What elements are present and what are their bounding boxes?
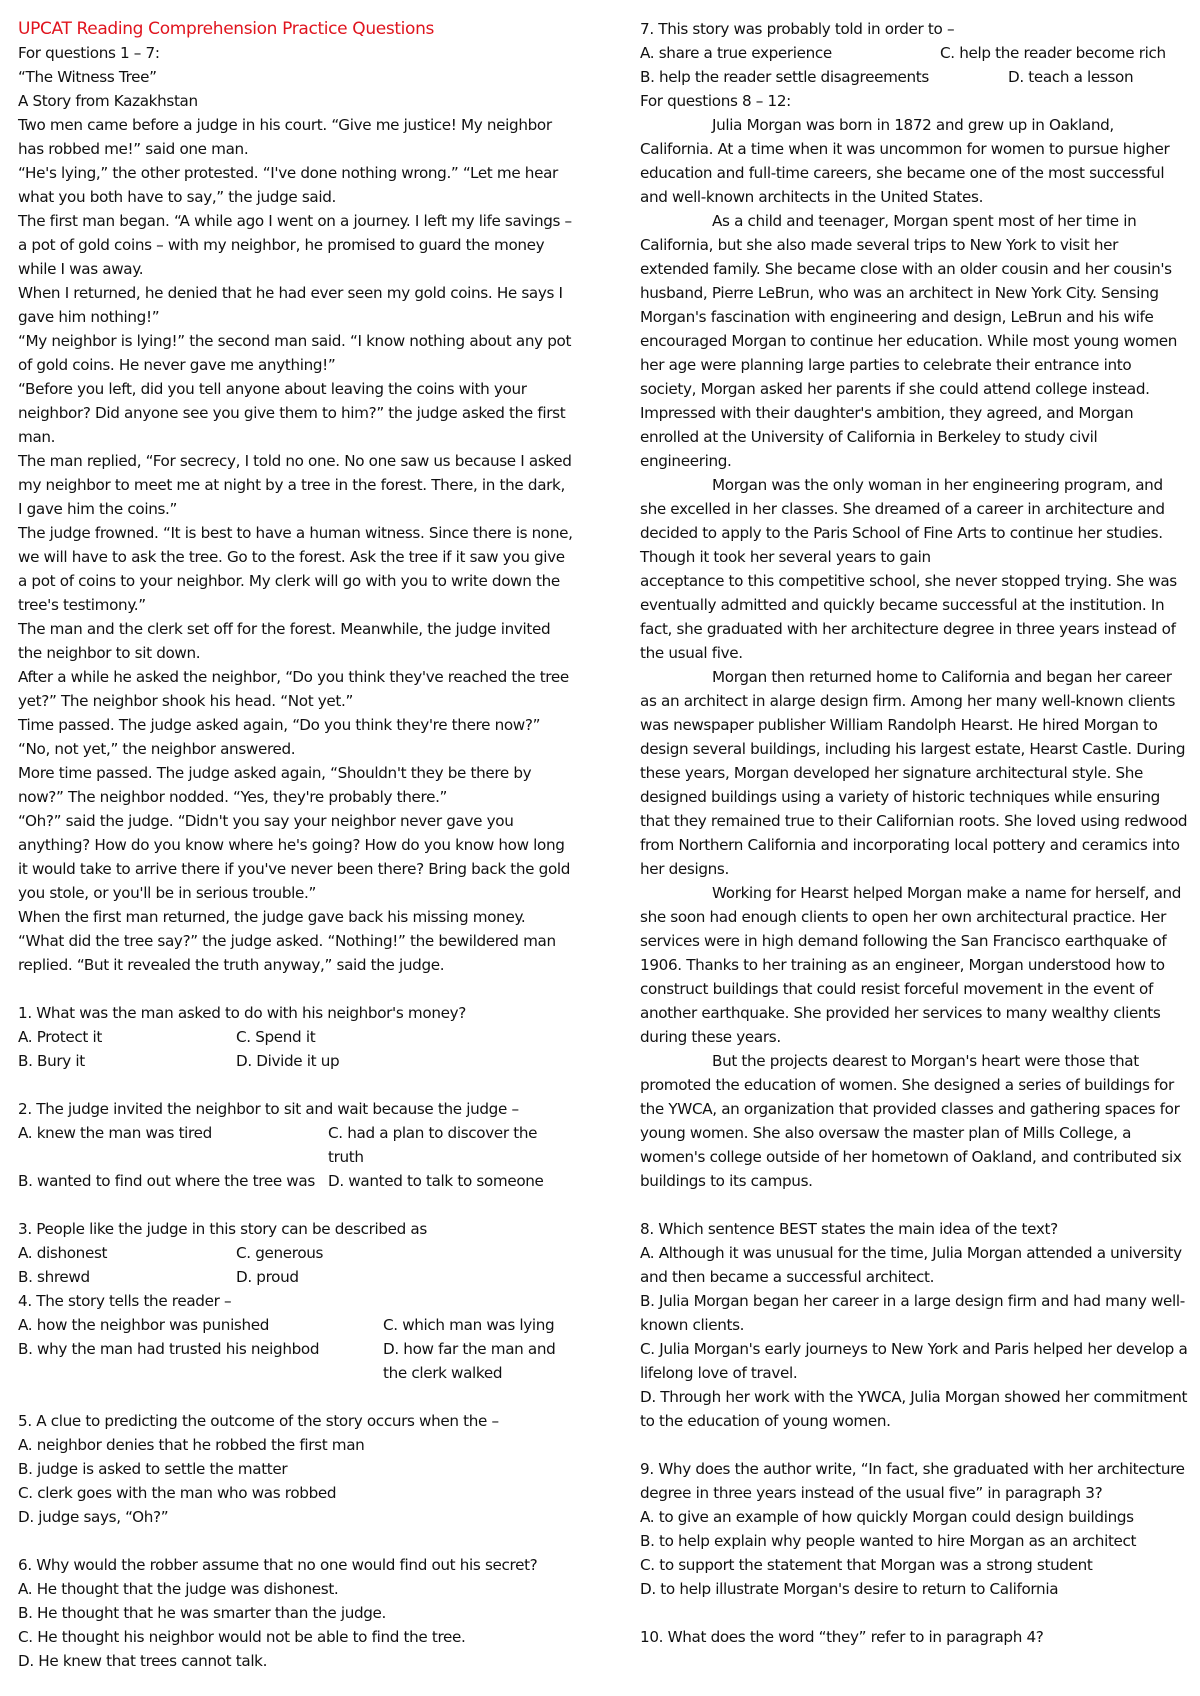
answer-option-b[interactable]: B. to help explain why people wanted to hire Morgan as an architect bbox=[640, 1532, 1137, 1550]
answer-option-a[interactable]: A. knew the man was tired bbox=[18, 1124, 212, 1142]
answer-option-c[interactable]: C. which man was lying bbox=[383, 1316, 555, 1334]
left-column bbox=[18, 17, 573, 1673]
story-paragraph: The first man began. “A while ago I went on a journey. I left my life savings – a pot of gold coins – with my neighbor, he promised to guard the money while I was away. bbox=[18, 212, 572, 278]
question-3 bbox=[18, 1217, 573, 1289]
answer-options bbox=[18, 1121, 573, 1193]
story-paragraph: “Oh?” said the judge. “Didn't you say your neighbor never gave you anything? How do you know where he's going? How do you know how long it would take to arrive there if you've never been there? Bring back the gold you stole, or you'll be in serious trouble.” bbox=[18, 812, 571, 902]
answer-option-c[interactable]: C. Spend it bbox=[236, 1028, 316, 1046]
answer-options bbox=[18, 1025, 573, 1073]
answer-option-c[interactable]: C. Julia Morgan's early journeys to New York and Paris helped her develop a lifelong love of travel. bbox=[640, 1340, 1188, 1382]
story-paragraph: “He's lying,” the other protested. “I've done nothing wrong.” “Let me hear what you both have to say,” the judge said. bbox=[18, 164, 558, 206]
answer-option-d[interactable]: D. proud bbox=[236, 1268, 299, 1286]
answer-option-b[interactable]: B. shrewd bbox=[18, 1268, 90, 1286]
passage-paragraph: acceptance to this competitive school, she never stopped trying. She was eventually admitted and quickly became successful at the institution. In fact, she graduated with her architecture degree in three years instead of the usual five. bbox=[640, 572, 1177, 662]
answer-option-a[interactable]: A. He thought that the judge was dishonest. bbox=[18, 1580, 339, 1598]
question-text: 2. The judge invited the neighbor to sit and wait because the judge – bbox=[18, 1100, 519, 1118]
answer-option-d[interactable]: D. judge says, “Oh?” bbox=[18, 1508, 169, 1526]
spacer bbox=[18, 1193, 573, 1217]
story-paragraph: When I returned, he denied that he had ever seen my gold coins. He says I gave him nothing!” bbox=[18, 284, 563, 326]
spacer bbox=[18, 1529, 573, 1553]
story-paragraph: More time passed. The judge asked again, “Shouldn't they be there by now?” The neighbor nodded. “Yes, they're probably there.” bbox=[18, 764, 532, 806]
story-paragraph: Two men came before a judge in his court. “Give me justice! My neighbor has robbed me!” said one man. bbox=[18, 116, 552, 158]
spacer bbox=[640, 1601, 1188, 1625]
question-text: 8. Which sentence BEST states the main idea of the text? bbox=[640, 1220, 1058, 1238]
answer-option-c[interactable]: C. clerk goes with the man who was robbed bbox=[18, 1484, 337, 1502]
answer-options bbox=[18, 1241, 573, 1289]
answer-option-d[interactable]: D. to help illustrate Morgan's desire to return to California bbox=[640, 1580, 1059, 1598]
answer-option-a[interactable]: A. to give an example of how quickly Morgan could design buildings bbox=[640, 1508, 1134, 1526]
story-paragraph: “Before you left, did you tell anyone about leaving the coins with your neighbor? Did anyone see you give them to him?” the judge asked the first man. bbox=[18, 380, 566, 446]
answer-option-d[interactable]: D. how far the man and the clerk walked bbox=[383, 1340, 556, 1382]
question-text: 4. The story tells the reader – bbox=[18, 1292, 232, 1310]
answer-option-d[interactable]: D. Divide it up bbox=[236, 1052, 340, 1070]
answer-option-a[interactable]: A. neighbor denies that he robbed the first man bbox=[18, 1436, 365, 1454]
answer-option-b[interactable]: B. judge is asked to settle the matter bbox=[18, 1460, 288, 1478]
spacer bbox=[640, 1433, 1188, 1457]
spacer bbox=[640, 1193, 1188, 1217]
story-paragraph: The judge frowned. “It is best to have a human witness. Since there is none, we will have to ask the tree. Go to the forest. Ask the tree if it saw you give a pot of coins to your neighbor. My clerk will go with you to write down the tree's testimony.” bbox=[18, 524, 573, 614]
question-9 bbox=[640, 1457, 1188, 1601]
question-7 bbox=[640, 17, 1188, 89]
answer-option-d[interactable]: D. Through her work with the YWCA, Julia Morgan showed her commitment to the education of young women. bbox=[640, 1388, 1188, 1430]
question-8 bbox=[640, 1217, 1188, 1433]
answer-option-a[interactable]: A. Although it was unusual for the time, Julia Morgan attended a university and then became a successful architect. bbox=[640, 1244, 1182, 1286]
passage-paragraph: Morgan then returned home to California and began her career as an architect in alarge design firm. Among her many well-known clients was newspaper publisher William Randolph Hearst. He hired Morgan to design several buildings, including his largest estate, Hearst Castle. During these years, Morgan developed her signature architectural style. She designed buildings using a variety of historic techniques while ensuring that they remained true to their Californian roots. She loved using redwood from Northern California and incorporating local pottery and ceramics into her designs. bbox=[640, 668, 1188, 878]
story-paragraph: Time passed. The judge asked again, “Do you think they're there now?” “No, not yet,” the neighbor answered. bbox=[18, 716, 541, 758]
passage-paragraph: Morgan was the only woman in her engineering program, and she excelled in her classes. She dreamed of a career in architecture and decided to apply to the Paris School of Fine Arts to continue her studies. Though it took her several years to gain bbox=[640, 476, 1165, 566]
question-2 bbox=[18, 1097, 573, 1193]
answer-option-a[interactable]: A. Protect it bbox=[18, 1028, 102, 1046]
answer-option-a[interactable]: A. share a true experience bbox=[640, 44, 832, 62]
answer-option-b[interactable]: B. He thought that he was smarter than the judge. bbox=[18, 1604, 387, 1622]
answer-option-c[interactable]: C. help the reader become rich bbox=[940, 44, 1166, 62]
answer-option-c[interactable]: C. generous bbox=[236, 1244, 324, 1262]
question-text: 7. This story was probably told in order to – bbox=[640, 20, 955, 38]
question-6 bbox=[18, 1553, 573, 1673]
page-title: UPCAT Reading Comprehension Practice Questions bbox=[18, 19, 435, 39]
answer-option-d[interactable]: D. wanted to talk to someone bbox=[328, 1172, 544, 1190]
spacer bbox=[18, 1385, 573, 1409]
answer-option-b[interactable]: B. help the reader settle disagreements bbox=[640, 68, 929, 86]
question-text: 6. Why would the robber assume that no one would find out his secret? bbox=[18, 1556, 538, 1574]
spacer bbox=[18, 1073, 573, 1097]
answer-option-c[interactable]: C. to support the statement that Morgan was a strong student bbox=[640, 1556, 1093, 1574]
passage-paragraph: But the projects dearest to Morgan's heart were those that promoted the education of women. She designed a series of buildings for the YWCA, an organization that provided classes and gathering spaces for young women. She also oversaw the master plan of Mills College, a women's college outside of her hometown of Oakland, and contributed six buildings to its campus. bbox=[640, 1052, 1182, 1190]
answer-option-d[interactable]: D. He knew that trees cannot talk. bbox=[18, 1652, 268, 1670]
answer-options bbox=[640, 41, 1188, 89]
story-origin: A Story from Kazakhstan bbox=[18, 92, 198, 110]
story-paragraph: After a while he asked the neighbor, “Do you think they've reached the tree yet?” The neighbor shook his head. “Not yet.” bbox=[18, 668, 569, 710]
question-text: 5. A clue to predicting the outcome of the story occurs when the – bbox=[18, 1412, 499, 1430]
passage-paragraph: As a child and teenager, Morgan spent most of her time in California, but she also made several trips to New York to visit her extended family. She became close with an older cousin and her cousin's husband, Pierre LeBrun, who was an architect in New York City. Sensing Morgan's fascination with engineering and design, LeBrun and his wife encouraged Morgan to continue her education. While most young women her age were planning large parties to celebrate their entrance into society, Morgan asked her parents if she could attend college instead. Impressed with their daughter's ambition, they agreed, and Morgan enrolled at the University of California in Berkeley to study civil engineering. bbox=[640, 212, 1178, 470]
answer-option-b[interactable]: B. Bury it bbox=[18, 1052, 85, 1070]
answer-option-b[interactable]: B. Julia Morgan began her career in a large design firm and had many well-known clients. bbox=[640, 1292, 1185, 1334]
spacer bbox=[18, 977, 573, 1001]
story-paragraph: When the first man returned, the judge gave back his missing money. “What did the tree say?” the judge asked. “Nothing!” the bewildered man replied. “But it revealed the truth anyway,” said the judge. bbox=[18, 908, 556, 974]
answer-option-c[interactable]: C. had a plan to discover the truth bbox=[328, 1124, 538, 1166]
story-paragraph: The man replied, “For secrecy, I told no one. No one saw us because I asked my neighbor to meet me at night by a tree in the forest. There, in the dark, I gave him the coins.” bbox=[18, 452, 572, 518]
answer-option-c[interactable]: C. He thought his neighbor would not be able to find the tree. bbox=[18, 1628, 466, 1646]
story-title: “The Witness Tree” bbox=[18, 68, 157, 86]
question-10 bbox=[640, 1625, 1188, 1649]
question-text: 10. What does the word “they” refer to in paragraph 4? bbox=[640, 1628, 1044, 1646]
passage-intro: For questions 8 – 12: bbox=[640, 92, 791, 110]
question-1 bbox=[18, 1001, 573, 1073]
answer-options bbox=[18, 1313, 573, 1385]
question-text: 3. People like the judge in this story can be described as bbox=[18, 1220, 427, 1238]
answer-option-b[interactable]: B. why the man had trusted his neighbod bbox=[18, 1340, 320, 1358]
right-column bbox=[640, 17, 1188, 1649]
passage-paragraph: Julia Morgan was born in 1872 and grew up in Oakland, California. At a time when it was uncommon for women to pursue higher education and full-time careers, she became one of the most successful and well-known architects in the United States. bbox=[640, 116, 1170, 206]
question-5 bbox=[18, 1409, 573, 1529]
story-paragraph: “My neighbor is lying!” the second man said. “I know nothing about any pot of gold coins. He never gave me anything!” bbox=[18, 332, 572, 374]
passage-paragraph: Working for Hearst helped Morgan make a name for herself, and she soon had enough clients to open her own architectural practice. Her services were in high demand following the San Francisco earthquake of 1906. Thanks to her training as an engineer, Morgan understood how to construct buildings that could resist forceful movement in the event of another earthquake. She provided her services to many wealthy clients during these years. bbox=[640, 884, 1182, 1046]
answer-option-d[interactable]: D. teach a lesson bbox=[1008, 68, 1134, 86]
question-text: 9. Why does the author write, “In fact, she graduated with her architecture degree in three years instead of the usual five” in paragraph 3? bbox=[640, 1460, 1185, 1502]
answer-option-a[interactable]: A. how the neighbor was punished bbox=[18, 1316, 270, 1334]
question-text: 1. What was the man asked to do with his neighbor's money? bbox=[18, 1004, 466, 1022]
answer-option-b[interactable]: B. wanted to find out where the tree was bbox=[18, 1172, 315, 1190]
story-intro-line: For questions 1 – 7: bbox=[18, 44, 160, 62]
answer-option-a[interactable]: A. dishonest bbox=[18, 1244, 108, 1262]
story-paragraph: The man and the clerk set off for the forest. Meanwhile, the judge invited the neighbor to sit down. bbox=[18, 620, 551, 662]
question-4 bbox=[18, 1289, 573, 1385]
